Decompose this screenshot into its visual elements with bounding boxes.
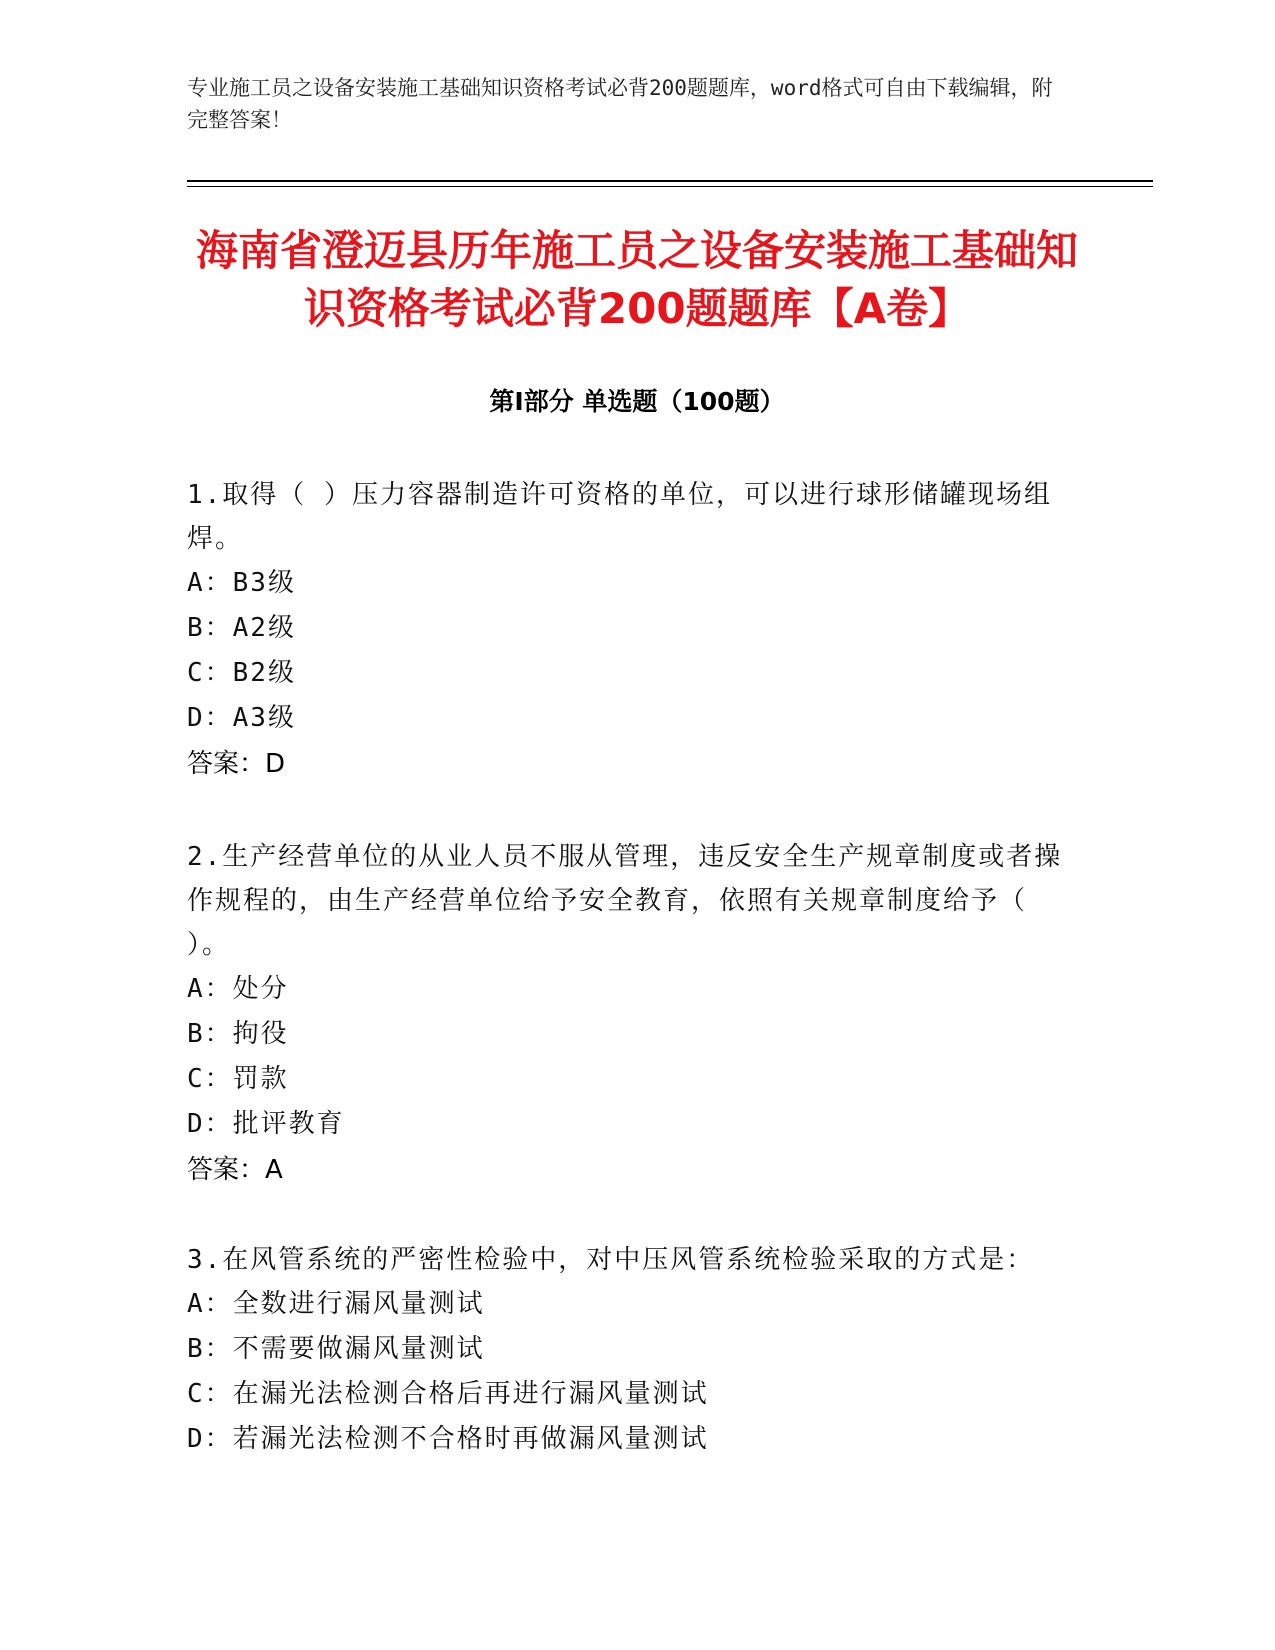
answer: 答案：D	[187, 749, 286, 779]
header-rule-thick	[187, 180, 1153, 182]
option-b: B：拘役	[187, 1019, 289, 1049]
option-d: D：若漏光法检测不合格时再做漏风量测试	[187, 1424, 709, 1454]
question-stem: 1.取得（ ）压力容器制造许可资格的单位，可以进行球形储罐现场组焊。	[187, 480, 1052, 554]
option-c: C：B2级	[187, 658, 296, 688]
option-b: B：不需要做漏风量测试	[187, 1334, 485, 1364]
section-title: 第I部分 单选题（100题）	[489, 387, 785, 416]
option-b: B：A2级	[187, 613, 296, 643]
option-a: A：全数进行漏风量测试	[187, 1289, 485, 1319]
option-c: C：在漏光法检测合格后再进行漏风量测试	[187, 1379, 709, 1409]
question-3	[187, 1238, 1067, 1462]
question-stem: 2.生产经营单位的从业人员不服从管理，违反安全生产规章制度或者操作规程的，由生产经营单位给予安全教育，依照有关规章制度给予（ ）。	[187, 842, 1063, 960]
question-1	[187, 473, 1067, 787]
option-a: A：B3级	[187, 568, 296, 598]
question-stem: 3.在风管系统的严密性检验中，对中压风管系统检验采取的方式是：	[187, 1245, 1035, 1275]
option-c: C：罚款	[187, 1064, 289, 1094]
question-2	[187, 835, 1067, 1193]
header-rule-thin	[187, 186, 1153, 187]
option-a: A：处分	[187, 974, 289, 1004]
answer: 答案：A	[187, 1155, 283, 1185]
option-d: D：批评教育	[187, 1109, 345, 1139]
document-title: 海南省澄迈县历年施工员之设备安装施工基础知识资格考试必背200题题库【A卷】	[195, 226, 1078, 333]
option-d: D：A3级	[187, 703, 296, 733]
header-note: 专业施工员之设备安装施工基础知识资格考试必背200题题库，word格式可自由下载编辑，附完整答案！	[187, 76, 1053, 132]
